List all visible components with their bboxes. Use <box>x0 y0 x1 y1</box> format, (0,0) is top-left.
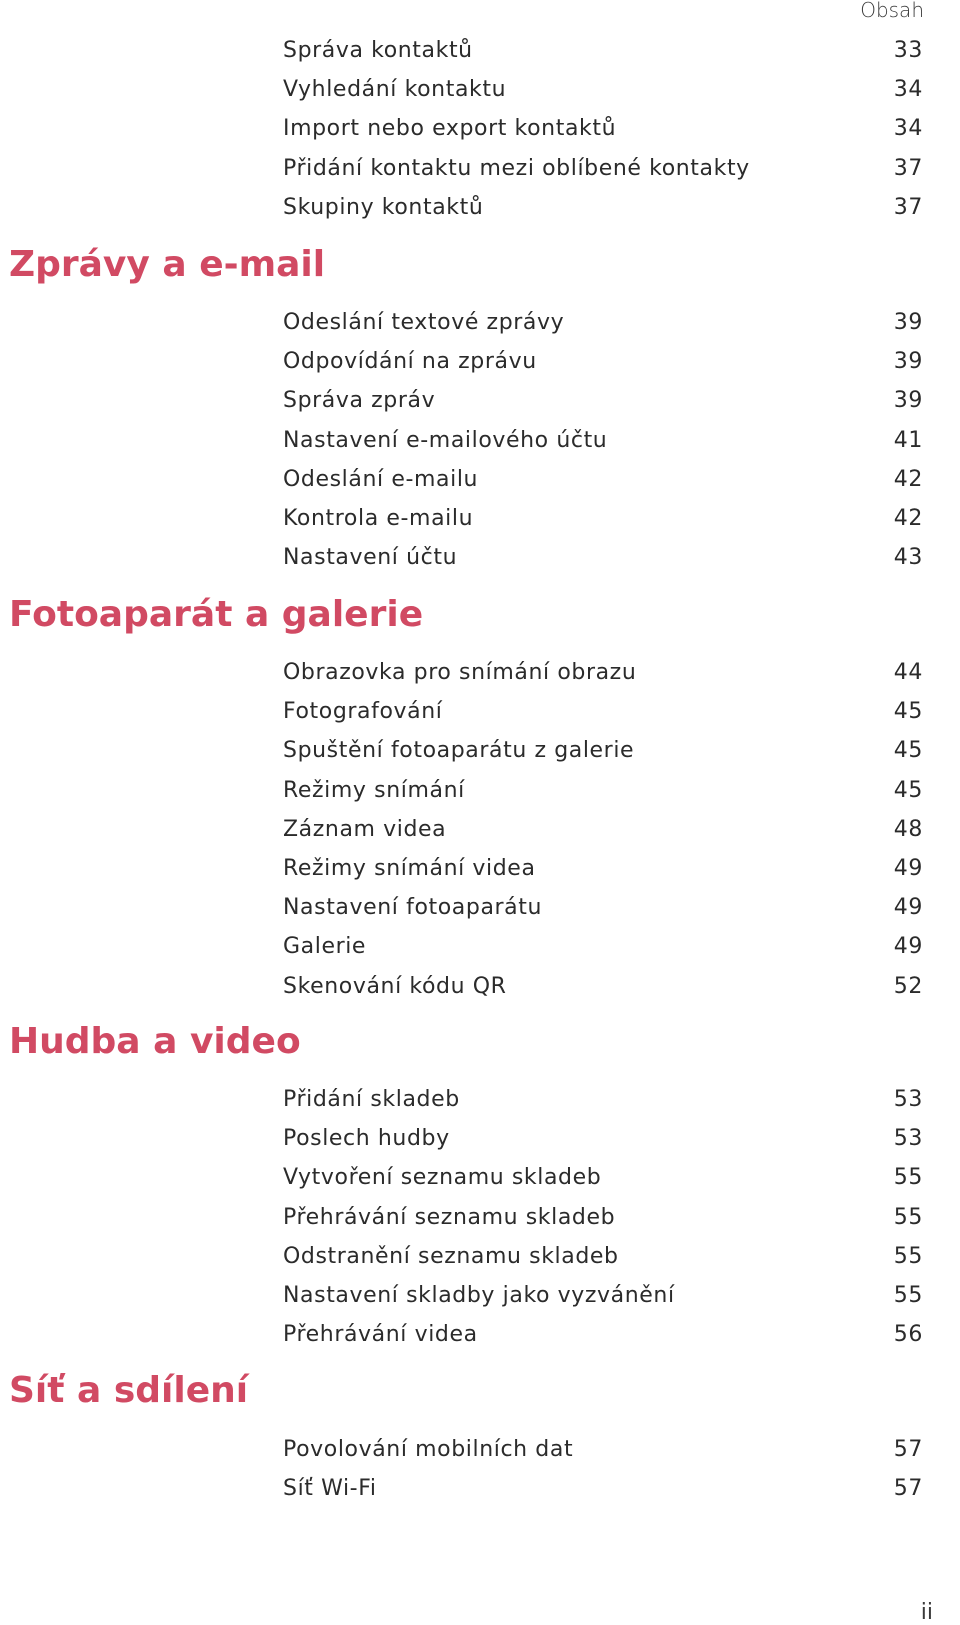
toc-entry-page: 37 <box>893 194 923 220</box>
toc-entry-label: Odeslání e-mailu <box>283 466 479 492</box>
toc-entry-page: 49 <box>893 895 923 921</box>
toc-entry[interactable] <box>283 421 923 461</box>
toc-entry-label: Vytvoření seznamu skladeb <box>283 1165 602 1191</box>
toc-entry-label: Odpovídání na zprávu <box>283 349 537 375</box>
toc-entry-page: 53 <box>893 1087 923 1112</box>
toc-entry[interactable] <box>283 1276 923 1316</box>
toc-entry[interactable] <box>283 1198 923 1238</box>
toc-entry-page: 48 <box>893 816 923 842</box>
toc-entry-label: Nastavení účtu <box>283 545 458 571</box>
toc-entry-page: 43 <box>893 545 923 571</box>
toc-entry-page: 39 <box>893 310 923 335</box>
toc-entry-label: Režimy snímání <box>283 777 465 803</box>
toc-entry[interactable] <box>283 381 923 421</box>
toc-entry-page: 49 <box>893 934 923 960</box>
toc-entry-label: Fotografování <box>283 699 443 725</box>
toc-entry[interactable] <box>283 460 923 500</box>
section-title: Fotoaparát a galerie <box>9 594 424 635</box>
toc-entry-label: Záznam videa <box>283 816 447 842</box>
section-title: Hudba a video <box>9 1021 301 1062</box>
toc-entry-label: Vyhledání kontaktu <box>283 77 507 103</box>
page-number: ii <box>920 1600 933 1625</box>
toc-entry-page: 45 <box>893 777 923 803</box>
toc-entry[interactable] <box>283 1237 923 1277</box>
toc-entry[interactable] <box>283 1315 923 1355</box>
toc-entry-label: Import nebo export kontaktů <box>283 116 617 142</box>
toc-entry-label: Povolování mobilních dat <box>283 1437 574 1462</box>
toc-entry[interactable] <box>283 1158 923 1198</box>
toc-entry-label: Nastavení fotoaparátu <box>283 895 543 921</box>
toc-entry-page: 34 <box>893 77 923 103</box>
toc-entry-label: Správa kontaktů <box>283 38 473 63</box>
toc-entry-page: 55 <box>893 1283 923 1308</box>
toc-entry-label: Přidání skladeb <box>283 1087 460 1112</box>
toc-entry[interactable] <box>283 188 923 228</box>
toc-entry[interactable] <box>283 538 923 578</box>
toc-entry-label: Nastavení skladby jako vyzvánění <box>283 1283 675 1308</box>
toc-entry[interactable] <box>283 109 923 149</box>
section-title: Zprávy a e-mail <box>9 244 326 285</box>
toc-entry[interactable] <box>283 771 923 811</box>
toc-entry-label: Kontrola e-mailu <box>283 506 474 531</box>
toc-entry[interactable] <box>283 810 923 850</box>
toc-entry[interactable] <box>283 499 923 539</box>
toc-entry-label: Odeslání textové zprávy <box>283 310 565 335</box>
section-title: Síť a sdílení <box>9 1370 249 1411</box>
toc-entry-page: 55 <box>893 1243 923 1269</box>
toc-entry-page: 56 <box>893 1322 923 1348</box>
toc-entry-page: 45 <box>893 699 923 725</box>
toc-entry-page: 37 <box>893 155 923 181</box>
toc-entry-page: 53 <box>893 1126 923 1152</box>
toc-entry-page: 33 <box>893 38 923 63</box>
toc-entry-page: 52 <box>893 973 923 999</box>
toc-entry-label: Síť Wi-Fi <box>283 1476 377 1502</box>
toc-entry[interactable] <box>283 303 923 343</box>
toc-entry[interactable] <box>283 731 923 771</box>
toc-entry-label: Skupiny kontaktů <box>283 194 484 220</box>
toc-entry[interactable] <box>283 1469 923 1509</box>
toc-entry[interactable] <box>283 927 923 967</box>
toc-entry-label: Skenování kódu QR <box>283 973 507 999</box>
toc-header-label: Obsah <box>860 0 924 22</box>
toc-entry-page: 57 <box>893 1476 923 1502</box>
toc-entry-page: 44 <box>893 660 923 685</box>
toc-entry[interactable] <box>283 653 923 693</box>
toc-entry-page: 39 <box>893 388 923 414</box>
toc-entry-label: Přidání kontaktu mezi oblíbené kontakty <box>283 155 750 181</box>
toc-entry-page: 41 <box>893 427 923 453</box>
toc-entry-label: Poslech hudby <box>283 1126 450 1152</box>
toc-entry-label: Galerie <box>283 934 367 960</box>
toc-entry-page: 39 <box>893 349 923 375</box>
toc-entry[interactable] <box>283 1119 923 1159</box>
toc-entry-label: Obrazovka pro snímání obrazu <box>283 660 637 685</box>
toc-entry-label: Správa zpráv <box>283 388 436 414</box>
toc-entry[interactable] <box>283 1430 923 1470</box>
toc-entry-label: Spuštění fotoaparátu z galerie <box>283 738 635 764</box>
toc-entry[interactable] <box>283 888 923 928</box>
toc-entry-page: 34 <box>893 116 923 142</box>
toc-entry[interactable] <box>283 70 923 110</box>
toc-entry[interactable] <box>283 849 923 889</box>
toc-entry-page: 55 <box>893 1165 923 1191</box>
toc-entry[interactable] <box>283 31 923 71</box>
toc-entry-label: Odstranění seznamu skladeb <box>283 1243 619 1269</box>
toc-entry-label: Přehrávání seznamu skladeb <box>283 1204 616 1230</box>
toc-entry[interactable] <box>283 149 923 189</box>
toc-entry[interactable] <box>283 1080 923 1120</box>
toc-entry-page: 49 <box>893 856 923 881</box>
toc-entry[interactable] <box>283 342 923 382</box>
toc-entry[interactable] <box>283 967 923 1007</box>
toc-entry-page: 55 <box>893 1204 923 1230</box>
toc-entry[interactable] <box>283 692 923 732</box>
toc-entry-label: Přehrávání videa <box>283 1322 478 1348</box>
toc-entry-page: 42 <box>893 466 923 492</box>
toc-entry-page: 42 <box>893 506 923 531</box>
toc-entry-label: Nastavení e-mailového účtu <box>283 427 608 453</box>
toc-entry-page: 45 <box>893 738 923 764</box>
toc-entry-page: 57 <box>893 1437 923 1462</box>
toc-entry-label: Režimy snímání videa <box>283 856 536 881</box>
